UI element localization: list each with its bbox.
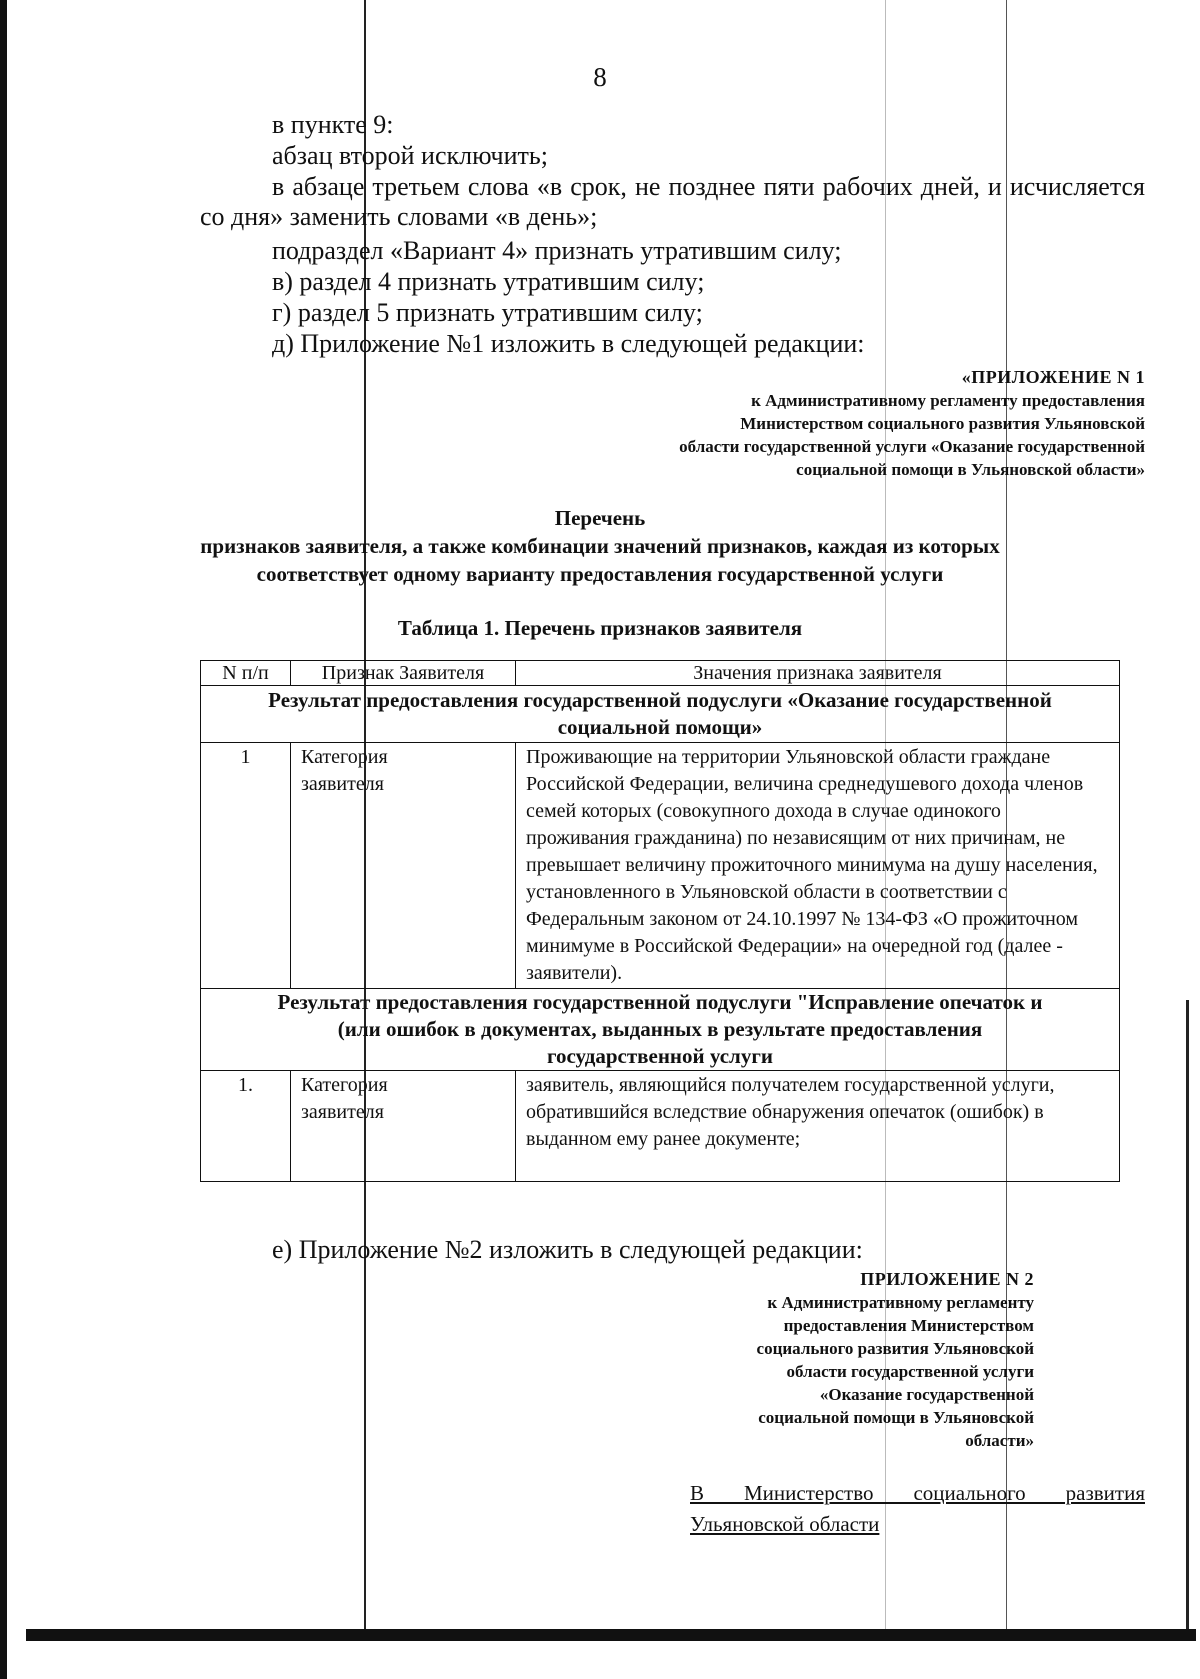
table-header-row xyxy=(201,661,1120,686)
appendix2-line: предоставления Министерством xyxy=(783,1316,1034,1335)
attribute-line: заявителя xyxy=(301,1101,384,1123)
scan-edge-right xyxy=(1186,1000,1189,1640)
section-title: Результат предоставления государственной подуслуги "Исправление опечаток и (или ошибок в документах, выданных в результате предоставления государственной услуги xyxy=(201,989,1120,1071)
appendix2-line: области государственной услуги xyxy=(786,1362,1034,1381)
paragraph: подраздел «Вариант 4» признать утратившим силу; xyxy=(272,236,842,265)
row-number: 1 xyxy=(201,743,291,989)
row-attribute xyxy=(291,743,516,989)
attributes-table xyxy=(200,660,1120,1182)
addressee-line: Ульяновской области xyxy=(690,1512,880,1536)
row-attribute xyxy=(291,1071,516,1182)
attribute-line: заявителя xyxy=(301,773,384,795)
appendix2-block xyxy=(640,1268,1034,1452)
paragraph: в пункте 9: xyxy=(272,110,394,139)
addressee-block xyxy=(690,1478,1145,1540)
row-value: заявитель, являющийся получателем государственной услуги, обратившийся вследствие обнаружения опечаток (ошибок) в выданном ему ранее документе; xyxy=(516,1071,1120,1182)
appendix1-block xyxy=(560,366,1145,481)
page-number: 8 xyxy=(593,62,607,92)
paragraph: д) Приложение №1 изложить в следующей редакции: xyxy=(272,329,865,358)
table-caption: Таблица 1. Перечень признаков заявителя xyxy=(397,616,803,640)
appendix2-line: социальной помощи в Ульяновской xyxy=(758,1408,1034,1427)
attribute-line: Категория xyxy=(301,746,388,768)
paragraph: в абзаце третьем слова «в срок, не позднее пяти рабочих дней, и исчисляется со дня» заменить словами «в день»; xyxy=(200,172,1145,231)
column-header: N п/п xyxy=(201,661,291,686)
row-number: 1. xyxy=(201,1071,291,1182)
scan-edge-bottom xyxy=(26,1629,1196,1641)
list-heading-subtitle: соответствует одному варианту предоставления государственной услуги xyxy=(256,562,944,586)
scan-edge-left xyxy=(0,0,7,1679)
addressee-line: В Министерство социального развития xyxy=(690,1481,1145,1505)
table-row xyxy=(201,743,1120,989)
table-section-row xyxy=(201,989,1120,1071)
paragraph: е) Приложение №2 изложить в следующей редакции: xyxy=(272,1235,863,1264)
appendix2-line: к Административному регламенту xyxy=(767,1293,1034,1312)
table-row xyxy=(201,1071,1120,1182)
appendix2-title: ПРИЛОЖЕНИЕ N 2 xyxy=(860,1269,1034,1289)
paragraph: абзац второй исключить; xyxy=(272,141,548,170)
appendix1-title: «ПРИЛОЖЕНИЕ N 1 xyxy=(961,367,1145,387)
table-section-row xyxy=(201,686,1120,743)
appendix2-line: «Оказание государственной xyxy=(819,1385,1034,1404)
appendix2-line: области» xyxy=(965,1431,1034,1450)
appendix1-line: Министерством социального развития Ульяновской xyxy=(740,414,1145,433)
paragraph: в) раздел 4 признать утратившим силу; xyxy=(272,267,705,296)
appendix1-line: области государственной услуги «Оказание государственной xyxy=(679,437,1145,456)
appendix1-line: социальной помощи в Ульяновской области» xyxy=(796,460,1145,479)
column-header: Значения признака заявителя xyxy=(516,661,1120,686)
appendix2-line: социального развития Ульяновской xyxy=(756,1339,1034,1358)
list-heading-subtitle: признаков заявителя, а также комбинации значений признаков, каждая из которых xyxy=(200,534,1000,558)
list-heading-title: Перечень xyxy=(554,506,646,530)
appendix1-line: к Административному регламенту предоставления xyxy=(751,391,1145,410)
attribute-line: Категория xyxy=(301,1074,388,1096)
section-title: Результат предоставления государственной подуслуги «Оказание государственной социальной помощи» xyxy=(201,686,1120,743)
row-value: Проживающие на территории Ульяновской области граждане Российской Федерации, величина среднедушевого дохода членов семей которых (совокупного дохода в случае одинокого проживания гражданина) по независящим от них причинам, не превышает величину прожиточного минимума на душу населения, установленного в Ульяновской области в соответствии с Федеральным законом от 24.10.1997 № 134-ФЗ «О прожиточном минимуме в Российской Федерации» на очередной год (далее - заявители). xyxy=(516,743,1120,989)
column-header: Признак Заявителя xyxy=(291,661,516,686)
paragraph: г) раздел 5 признать утратившим силу; xyxy=(272,298,703,327)
